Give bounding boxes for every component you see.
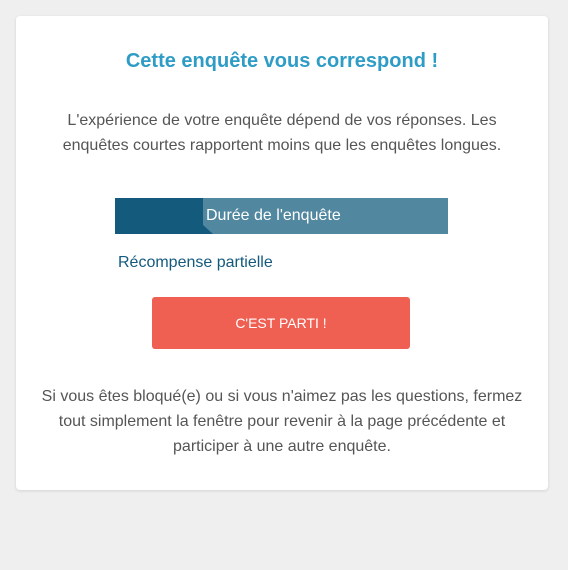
survey-duration-bar: [115, 198, 448, 234]
reward-label: Récompense partielle: [118, 254, 273, 271]
duration-bar-label: Durée de l'enquête: [206, 207, 341, 224]
intro-text: L'expérience de votre enquête dépend de vos réponses. Les enquêtes courtes rapportent moins que les enquêtes longues.: [62, 112, 502, 154]
duration-bar-fill: [115, 198, 203, 234]
start-survey-button[interactable]: C'EST PARTI !: [152, 297, 410, 349]
survey-card: [16, 16, 548, 490]
help-text: Si vous êtes bloqué(e) ou si vous n'aimez pas les questions, fermez tout simplement la fenêtre pour revenir à la page précédente et participer à une autre enquête.: [41, 388, 523, 455]
duration-pointer-icon: [193, 225, 213, 234]
page-title: Cette enquête vous correspond !: [125, 50, 439, 72]
